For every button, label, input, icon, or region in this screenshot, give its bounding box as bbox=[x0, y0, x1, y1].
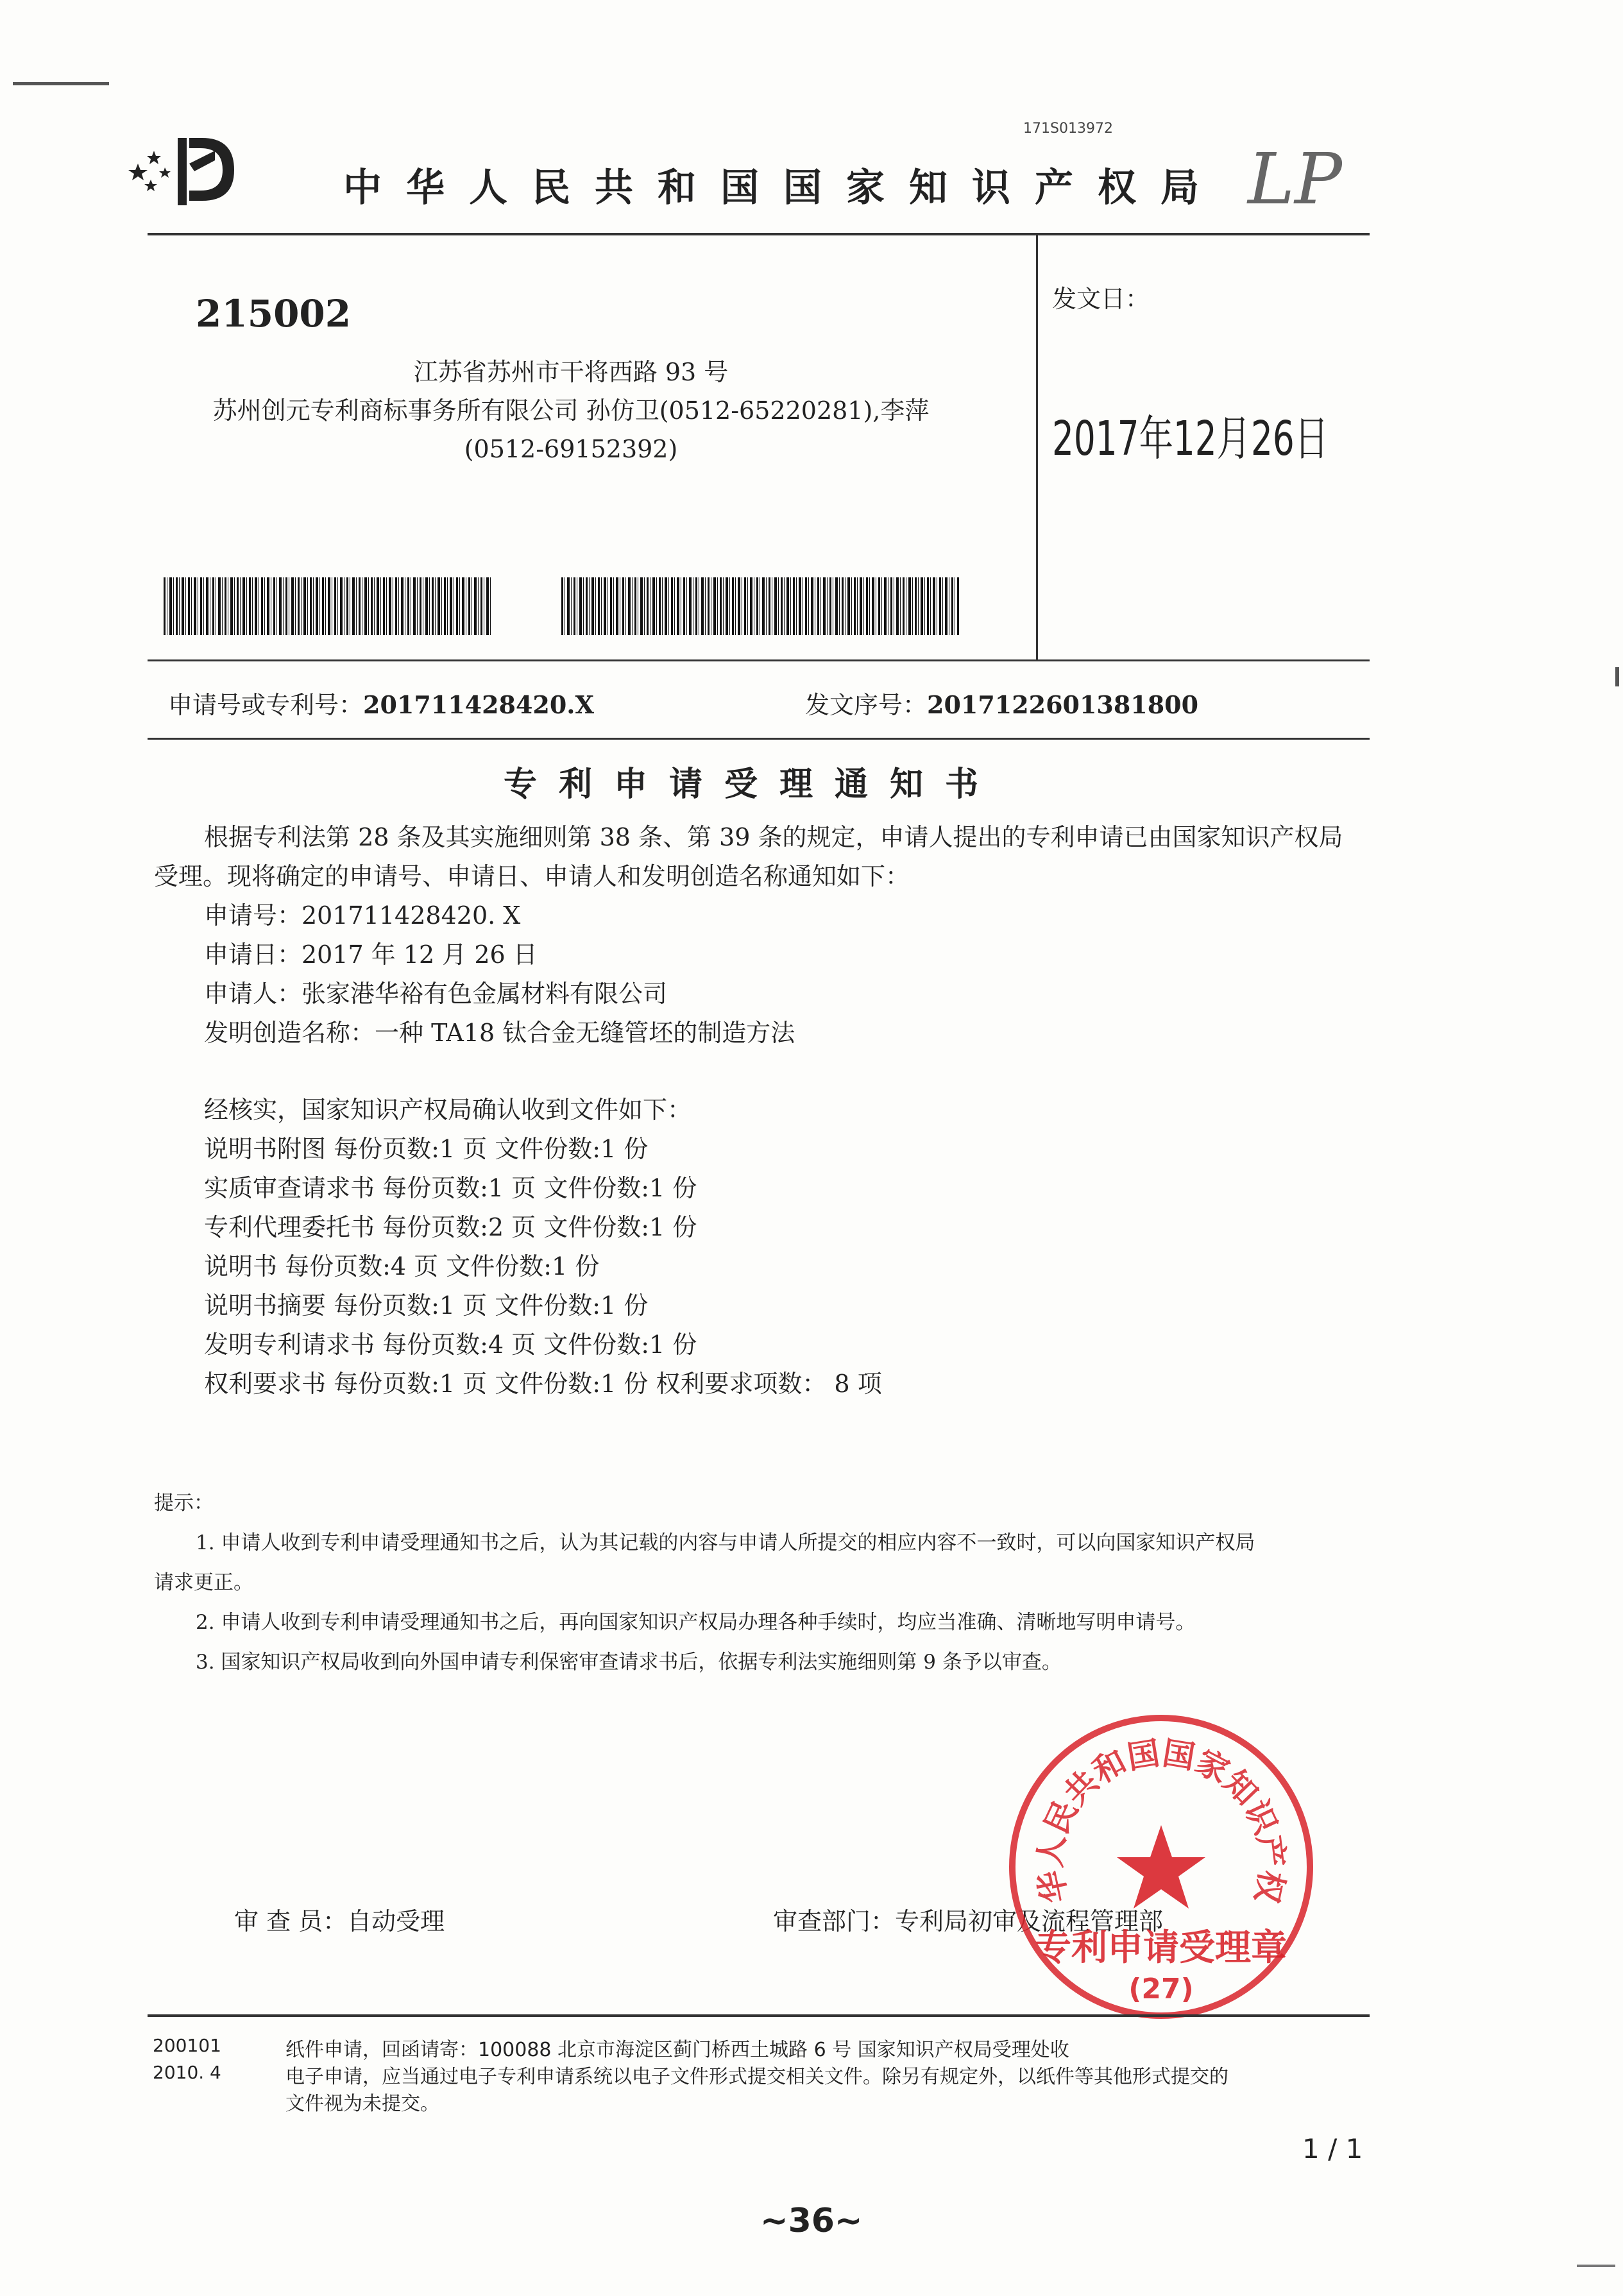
numbers-rule bbox=[148, 738, 1370, 740]
field-applicant: 申请人：张家港华裕有色金属材料有限公司 bbox=[204, 980, 668, 1008]
footer-rule bbox=[148, 2014, 1370, 2017]
notice-intro-line: 根据专利法第 28 条及其实施细则第 38 条、第 39 条的规定，申请人提出的专利申请已由国家知识产权局 bbox=[204, 823, 1343, 851]
notice-intro-line: 受理。现将确定的申请号、申请日、申请人和发明创造名称通知如下： bbox=[154, 862, 910, 890]
tip-line: 2. 申请人收到专利申请受理通知书之后，再向国家知识产权局办理各种手续时，均应当准确、清晰地写明申请号。 bbox=[196, 1611, 1196, 1634]
scan-edge-mark bbox=[1615, 667, 1619, 686]
received-docs-list bbox=[204, 1130, 882, 1404]
seal-number: (27) bbox=[1128, 1973, 1194, 2005]
barcode-right bbox=[561, 577, 959, 635]
address-line: 苏州创元专利商标事务所有限公司 孙仿卫(0512-65220281),李萍 bbox=[212, 396, 930, 425]
serial-number-row bbox=[805, 685, 1198, 720]
page-count: 1 / 1 bbox=[1302, 2133, 1363, 2164]
address-block bbox=[154, 353, 988, 468]
list-item: 实质审查请求书 每份页数:1 页 文件份数:1 份 bbox=[204, 1174, 697, 1202]
list-item: 权利要求书 每份页数:1 页 文件份数:1 份 权利要求项数： 8 项 bbox=[204, 1370, 882, 1398]
footer-line: 纸件申请，回函请寄：100088 北京市海淀区蓟门桥西土城路 6 号 国家知识产权局受理处收 bbox=[285, 2039, 1069, 2061]
serial-value: 2017122601381800 bbox=[927, 690, 1199, 719]
tip-line: 1. 申请人收到专利申请受理通知书之后，认为其记载的内容与申请人所提交的相应内容不一致时，可以向国家知识产权局 bbox=[196, 1531, 1255, 1554]
seal-inner-text: 专利申请受理章 bbox=[1035, 1927, 1287, 1969]
column-divider bbox=[1036, 234, 1038, 661]
tip-line: 请求更正。 bbox=[154, 1571, 253, 1594]
barcode-left bbox=[164, 577, 491, 635]
office-title: 中华人民共和国国家知识产权局 bbox=[343, 166, 1223, 210]
notice-title: 专利申请受理通知书 bbox=[504, 765, 1001, 804]
official-seal bbox=[1004, 1710, 1318, 2024]
seal-ring-text: 华人民共和国国家知识产权 bbox=[1031, 1734, 1291, 1907]
application-label: 申请号或专利号： bbox=[168, 691, 364, 719]
list-item: 专利代理委托书 每份页数:2 页 文件份数:1 份 bbox=[204, 1213, 697, 1241]
application-fields bbox=[204, 896, 795, 1053]
list-item: 说明书摘要 每份页数:1 页 文件份数:1 份 bbox=[204, 1291, 649, 1320]
address-rule bbox=[148, 659, 1370, 661]
serial-label: 发文序号： bbox=[805, 691, 928, 719]
field-filing-date: 申请日：2017 年 12 月 26 日 bbox=[204, 940, 538, 969]
postcode: 215002 bbox=[196, 292, 352, 336]
examiner: 审 查 员：自动受理 bbox=[234, 1907, 445, 1935]
scan-edge-mark bbox=[1577, 2265, 1615, 2267]
scan-mark bbox=[13, 82, 109, 85]
list-item: 说明书附图 每份页数:1 页 文件份数:1 份 bbox=[204, 1135, 649, 1163]
form-date: 2010. 4 bbox=[153, 2062, 221, 2083]
tip-line: 3. 国家知识产权局收到向外国申请专利保密审查请求书后，依据专利法实施细则第 9 条予以审查。 bbox=[196, 1651, 1062, 1674]
reference-code: 171S013972 bbox=[1023, 121, 1113, 137]
list-item: 说明书 每份页数:4 页 文件份数:1 份 bbox=[204, 1252, 600, 1280]
cnipa-logo bbox=[125, 125, 237, 208]
issue-date-label: 发文日： bbox=[1052, 285, 1150, 313]
page-marker: ~36~ bbox=[760, 2202, 863, 2240]
field-invention-title: 发明创造名称：一种 TA18 钛合金无缝管坯的制造方法 bbox=[204, 1019, 795, 1047]
issue-date-value: 2017年12月26日 bbox=[1052, 411, 1329, 466]
application-number-row bbox=[168, 685, 594, 720]
received-intro: 经核实，国家知识产权局确认收到文件如下： bbox=[204, 1096, 692, 1124]
address-line: 江苏省苏州市干将西路 93 号 bbox=[413, 358, 729, 386]
footer-line: 文件视为未提交。 bbox=[285, 2093, 439, 2115]
field-application-number: 申请号：201711428420. X bbox=[204, 901, 521, 930]
tips-label: 提示： bbox=[154, 1492, 214, 1515]
form-code: 200101 bbox=[153, 2035, 221, 2056]
footer-line: 电子申请，应当通过电子专利申请系统以电子文件形式提交相关文件。除另有规定外，以纸件等其他形式提交的 bbox=[285, 2066, 1228, 2088]
list-item: 发明专利请求书 每份页数:4 页 文件份数:1 份 bbox=[204, 1331, 697, 1359]
header-rule bbox=[148, 233, 1370, 235]
handwritten-mark: LP bbox=[1248, 138, 1343, 220]
application-value: 201711428420.X bbox=[363, 690, 595, 719]
department: 审查部门：专利局初审及流程管理部 bbox=[773, 1907, 1164, 1935]
address-line: (0512-69152392) bbox=[464, 435, 678, 463]
